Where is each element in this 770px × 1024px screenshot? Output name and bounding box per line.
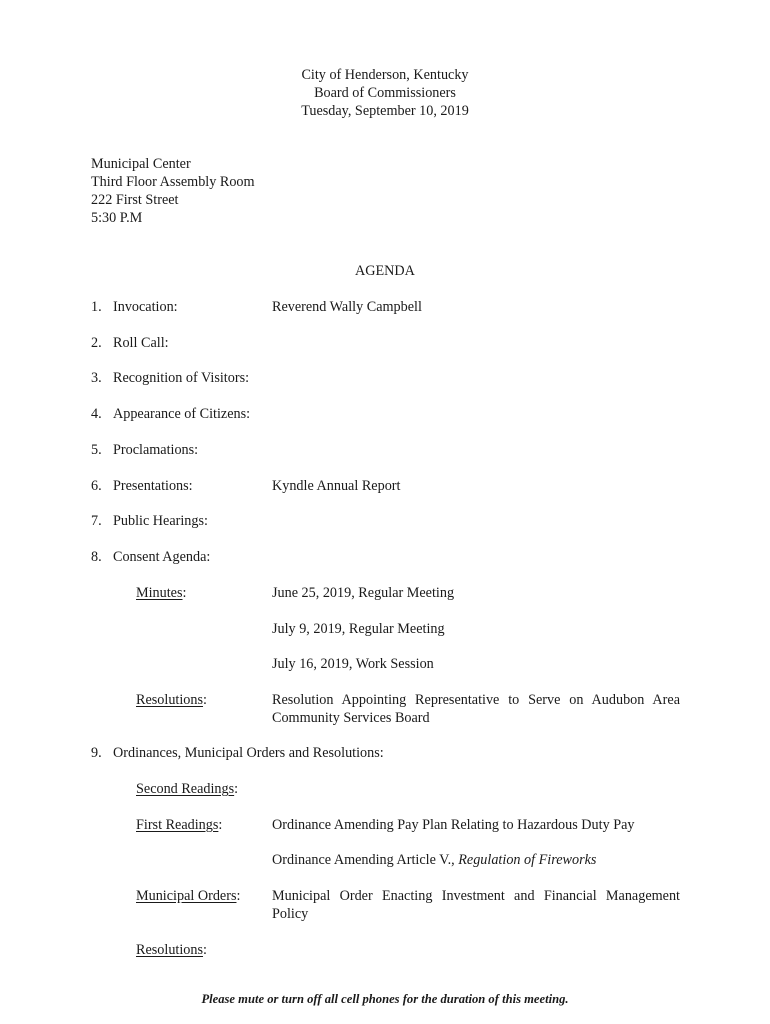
ordinance-resolutions-heading <box>136 941 207 959</box>
item-label: Ordinances, Municipal Orders and Resolutions: <box>113 745 384 761</box>
item-label: Recognition of Visitors: <box>113 370 250 386</box>
item-number: 3. <box>91 370 102 386</box>
agenda-title: AGENDA <box>355 263 415 279</box>
municipal-orders-label: Municipal Orders <box>136 888 237 904</box>
minutes-entry: July 9, 2019, Regular Meeting <box>272 621 445 637</box>
item-number: 1. <box>91 299 102 315</box>
item-label: Public Hearings: <box>113 513 208 529</box>
consent-resolution-entry: Resolution Appointing Representative to Serve on Audubon Area Community Services Board <box>272 692 680 726</box>
colon: : <box>203 942 207 958</box>
first-reading-entry-2-text: Ordinance Amending Article V., <box>272 852 459 868</box>
header-line-2: Board of Commissioners <box>314 85 456 101</box>
location-building: Municipal Center <box>91 156 191 172</box>
municipal-orders-heading <box>136 887 240 905</box>
colon: : <box>203 692 207 708</box>
header-line-1: City of Henderson, Kentucky <box>301 67 469 83</box>
item-number: 2. <box>91 335 102 351</box>
colon: : <box>236 888 241 904</box>
first-reading-entry: Ordinance Amending Pay Plan Relating to Hazardous Duty Pay <box>272 817 635 833</box>
first-readings-label: First Readings <box>136 817 219 833</box>
first-reading-entry-2 <box>272 851 596 869</box>
minutes-heading <box>136 584 186 602</box>
ordinance-resolutions-label: Resolutions <box>136 942 204 958</box>
minutes-entry: June 25, 2019, Regular Meeting <box>272 585 455 601</box>
item-number: 6. <box>91 478 102 494</box>
location-time: 5:30 P.M <box>91 210 143 226</box>
item-label: Invocation: <box>113 299 178 315</box>
item-number: 5. <box>91 442 102 458</box>
location-street: 222 First Street <box>91 192 179 208</box>
minutes-entry: July 16, 2019, Work Session <box>272 656 434 672</box>
item-value: Reverend Wally Campbell <box>272 299 422 315</box>
item-label: Presentations: <box>113 478 193 494</box>
colon: : <box>182 585 187 601</box>
colon: : <box>234 781 239 797</box>
item-label: Roll Call: <box>113 335 169 351</box>
consent-resolutions-label: Resolutions <box>136 692 204 708</box>
item-number: 7. <box>91 513 102 529</box>
second-readings-heading <box>136 780 238 798</box>
item-label: Proclamations: <box>113 442 199 458</box>
first-readings-heading <box>136 816 222 834</box>
item-number: 8. <box>91 549 102 565</box>
minutes-label: Minutes <box>136 585 183 601</box>
colon: : <box>218 817 223 833</box>
first-reading-entry-2-italic: Regulation of Fireworks <box>458 852 597 868</box>
item-number: 4. <box>91 406 102 422</box>
municipal-order-entry: Municipal Order Enacting Investment and Financial Management Policy <box>272 888 680 922</box>
header-line-3: Tuesday, September 10, 2019 <box>301 103 469 119</box>
second-readings-label: Second Readings <box>136 781 235 797</box>
item-value: Kyndle Annual Report <box>272 478 401 494</box>
footer-note: Please mute or turn off all cell phones for the duration of this meeting. <box>201 992 569 1006</box>
consent-resolutions-heading <box>136 691 207 709</box>
item-number: 9. <box>91 745 102 761</box>
item-label: Consent Agenda: <box>113 549 211 565</box>
item-label: Appearance of Citizens: <box>113 406 251 422</box>
location-room: Third Floor Assembly Room <box>91 174 255 190</box>
